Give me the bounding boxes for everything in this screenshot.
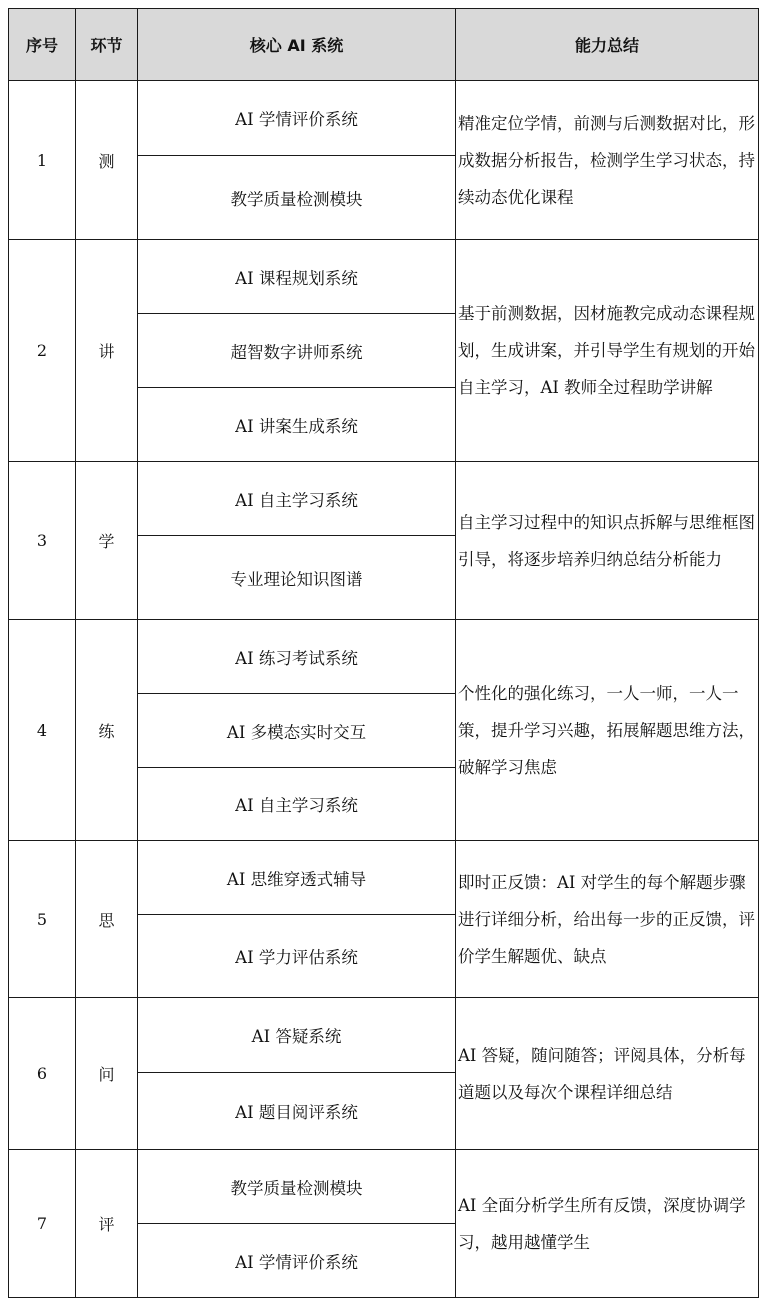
core-system: 教学质量检测模块 — [138, 156, 456, 240]
table-row — [9, 1150, 759, 1224]
capability-summary: 自主学习过程中的知识点拆解与思维框图引导，将逐步培养归纳总结分析能力 — [456, 462, 759, 620]
header-row — [9, 9, 759, 81]
capability-summary: AI 全面分析学生所有反馈，深度协调学习，越用越懂学生 — [456, 1150, 759, 1298]
row-number: 1 — [9, 81, 76, 240]
row-number: 6 — [9, 998, 76, 1150]
table-row — [9, 240, 759, 314]
header-stage: 环节 — [76, 9, 138, 81]
row-number: 3 — [9, 462, 76, 620]
row-number: 2 — [9, 240, 76, 462]
header-core-system: 核心 AI 系统 — [138, 9, 456, 81]
row-stage: 思 — [76, 841, 138, 998]
capability-summary: 个性化的强化练习，一人一师，一人一策，提升学习兴趣，拓展解题思维方法，破解学习焦虑 — [456, 620, 759, 841]
row-stage: 讲 — [76, 240, 138, 462]
core-system: AI 答疑系统 — [138, 998, 456, 1073]
row-stage: 问 — [76, 998, 138, 1150]
capability-summary: AI 答疑，随问随答；评阅具体，分析每道题以及每次个课程详细总结 — [456, 998, 759, 1150]
row-number: 4 — [9, 620, 76, 841]
table-row — [9, 841, 759, 915]
row-stage: 测 — [76, 81, 138, 240]
core-system: AI 思维穿透式辅导 — [138, 841, 456, 915]
capability-summary: 即时正反馈：AI 对学生的每个解题步骤进行详细分析，给出每一步的正反馈，评价学生解题优、缺点 — [456, 841, 759, 998]
core-system: AI 学情评价系统 — [138, 1224, 456, 1298]
core-system: AI 自主学习系统 — [138, 768, 456, 841]
ai-systems-table — [8, 8, 759, 1298]
core-system: AI 学力评估系统 — [138, 915, 456, 998]
core-system: AI 自主学习系统 — [138, 462, 456, 536]
table-row — [9, 81, 759, 156]
header-number: 序号 — [9, 9, 76, 81]
core-system: 专业理论知识图谱 — [138, 536, 456, 620]
row-number: 5 — [9, 841, 76, 998]
table-row — [9, 462, 759, 536]
core-system: AI 题目阅评系统 — [138, 1073, 456, 1150]
capability-summary: 精准定位学情，前测与后测数据对比，形成数据分析报告，检测学生学习状态，持续动态优化课程 — [456, 81, 759, 240]
capability-summary: 基于前测数据，因材施教完成动态课程规划，生成讲案，并引导学生有规划的开始自主学习，AI 教师全过程助学讲解 — [456, 240, 759, 462]
row-stage: 评 — [76, 1150, 138, 1298]
core-system: AI 课程规划系统 — [138, 240, 456, 314]
table-row — [9, 998, 759, 1073]
core-system: AI 多模态实时交互 — [138, 694, 456, 768]
core-system: AI 讲案生成系统 — [138, 388, 456, 462]
table-row — [9, 620, 759, 694]
core-system: 教学质量检测模块 — [138, 1150, 456, 1224]
core-system: AI 学情评价系统 — [138, 81, 456, 156]
row-stage: 学 — [76, 462, 138, 620]
row-number: 7 — [9, 1150, 76, 1298]
header-summary: 能力总结 — [456, 9, 759, 81]
core-system: 超智数字讲师系统 — [138, 314, 456, 388]
row-stage: 练 — [76, 620, 138, 841]
core-system: AI 练习考试系统 — [138, 620, 456, 694]
